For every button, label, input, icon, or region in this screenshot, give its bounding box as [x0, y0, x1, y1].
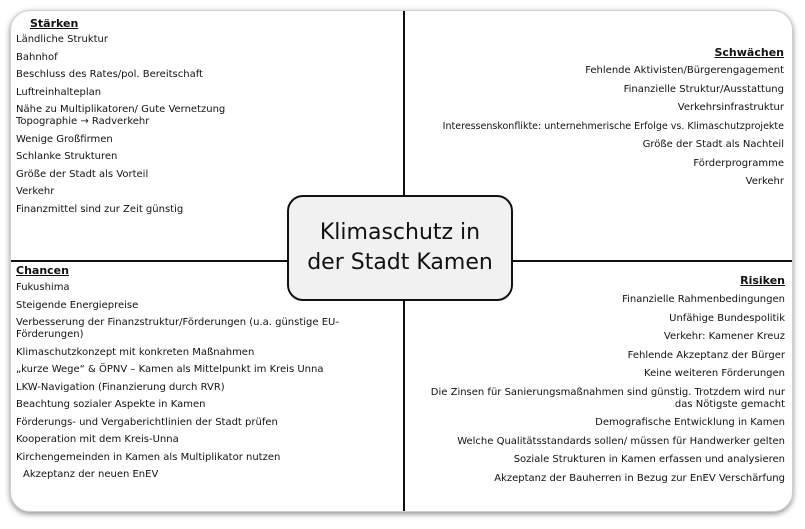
schwaechen-quadrant [411, 47, 784, 195]
list-item: Fukushima [16, 282, 70, 293]
list-item: Unfähige Bundespolitik [669, 312, 785, 324]
list-item: Bahnhof [16, 51, 58, 63]
list-item: Verkehr [745, 176, 784, 187]
risiken-quadrant [411, 275, 785, 491]
list-item: Welche Qualitätsstandards sollen/ müssen für Handwerker gelten [457, 435, 785, 447]
list-item: Keine weiteren Förderungen [644, 368, 785, 379]
list-item: Fehlende Akzeptanz der Bürger [627, 349, 785, 361]
center-title-line-1: Klimaschutz in [319, 220, 481, 245]
list-item: Akzeptanz der neuen EnEV [23, 469, 159, 480]
list-item: Klimaschutzkonzept mit konkreten Maßnahmen [16, 346, 255, 358]
schwaechen-title: Schwächen [714, 46, 784, 59]
list-item: Größe der Stadt als Nachteil [642, 139, 784, 150]
chancen-title: Chancen [16, 264, 69, 277]
staerken-title: Stärken [30, 17, 79, 30]
list-item: Größe der Stadt als Vorteil [16, 168, 149, 180]
staerken-quadrant [16, 18, 396, 221]
list-item: Akzeptanz der Bauherren in Bezug zur EnEV Verschärfung [494, 472, 785, 484]
list-item: Verbesserung der Finanzstruktur/Förderungen (u.a. günstige EU-Förderungen) [16, 317, 339, 340]
list-item: Finanzmittel sind zur Zeit günstig [16, 203, 184, 215]
list-item: Interessenskonflikte: unternehmerische Erfolge vs. Klimaschutzprojekte [442, 120, 784, 132]
list-item: Nähe zu Multiplikatoren/ Gute Vernetzung [16, 104, 226, 115]
staerken-list [16, 34, 396, 216]
list-item: LKW-Navigation (Finanzierung durch RVR) [16, 381, 225, 393]
list-item: „kurze Wege“ & ÖPNV – Kamen als Mittelpunkt im Kreis Unna [16, 364, 324, 375]
list-item: Finanzielle Struktur/Ausstattung [623, 83, 784, 95]
list-item: Schlanke Strukturen [16, 151, 118, 162]
list-item: Demografische Entwicklung in Kamen [595, 417, 785, 428]
risiken-title: Risiken [740, 274, 785, 287]
list-item: Beschluss des Rates/pol. Bereitschaft [16, 69, 203, 80]
list-item: Verkehrsinfrastruktur [677, 102, 784, 113]
list-item: Die Zinsen für Sanierungsmaßnahmen sind günstig. Trotzdem wird nur das Nötigste gemacht [430, 386, 785, 410]
list-item: Ländliche Struktur [16, 34, 108, 45]
chancen-list [16, 282, 400, 481]
list-item: Luftreinhalteplan [16, 86, 102, 98]
list-item: Förderprogramme [693, 157, 784, 169]
list-item: Fehlende Aktivisten/Bürgerengagement [585, 65, 784, 76]
list-item: Wenige Großfirmen [16, 133, 113, 145]
list-item: Kooperation mit dem Kreis-Unna [16, 434, 179, 445]
center-title-line-2: der Stadt Kamen [307, 250, 493, 275]
list-item: Verkehr [16, 186, 55, 197]
list-item: Soziale Strukturen in Kamen erfassen und analysieren [513, 454, 785, 465]
list-item: Topographie → Radverkehr [16, 116, 150, 127]
list-item: Steigende Energiepreise [16, 299, 139, 311]
list-item: Kirchengemeinden in Kamen als Multiplikator nutzen [16, 451, 281, 463]
list-item: Finanzielle Rahmenbedingungen [622, 294, 785, 305]
list-item: Förderungs- und Vergaberichtlinien der Stadt prüfen [16, 416, 278, 428]
swot-diagram [10, 10, 793, 512]
risiken-list [411, 294, 785, 485]
center-title-box [287, 195, 513, 301]
schwaechen-list [411, 65, 784, 188]
list-item: Verkehr: Kamener Kreuz [663, 331, 785, 342]
list-item: Beachtung sozialer Aspekte in Kamen [16, 399, 206, 410]
